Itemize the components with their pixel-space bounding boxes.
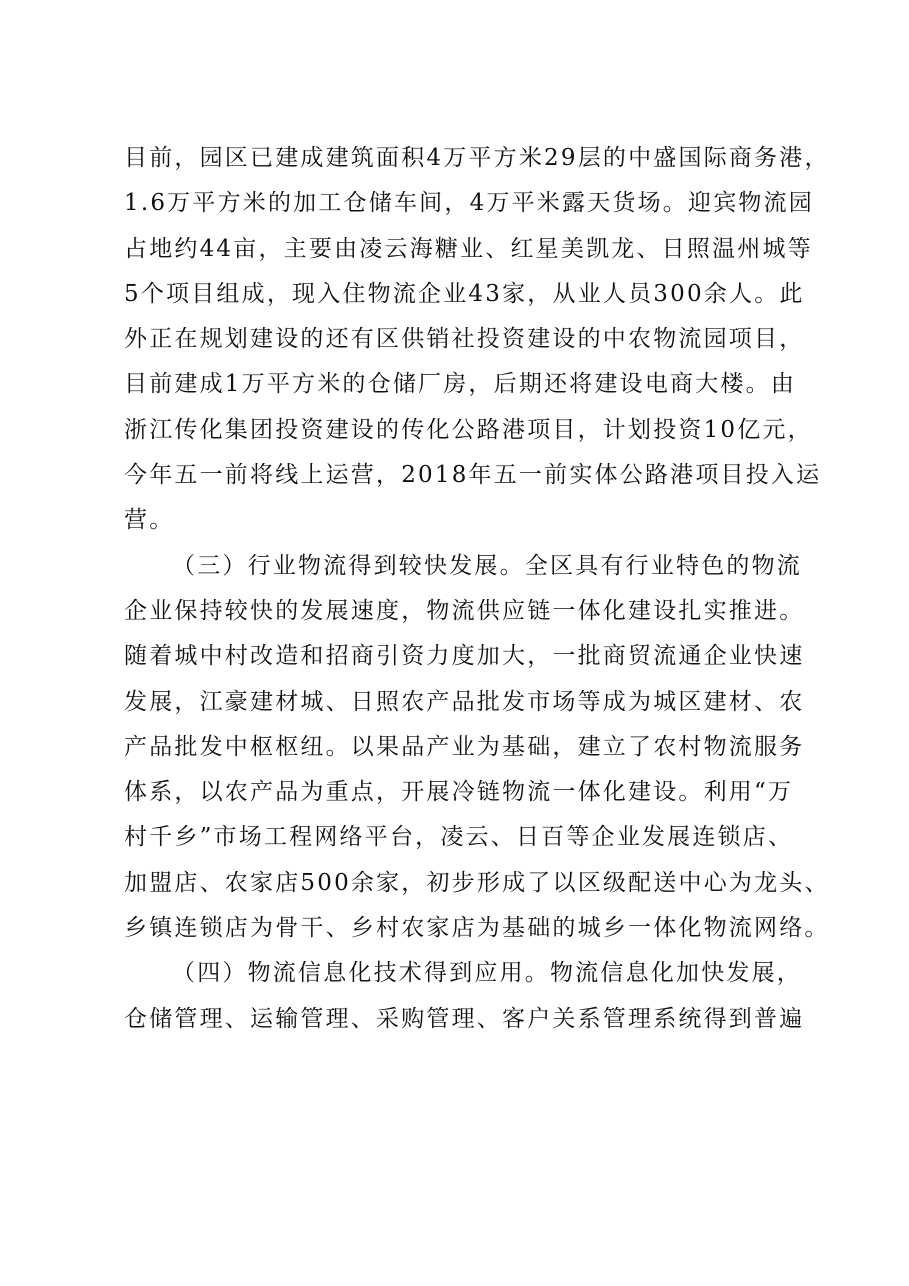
paragraph-line: 目前，园区已建成建筑面积4万平方米29层的中盛国际商务港， — [124, 145, 830, 171]
paragraph-line: 外正在规划建设的还有区供销社投资建设的中农物流园项目， — [124, 326, 805, 353]
paragraph-line: 1.6万平方米的加工仓储车间，4万平米露天货场。迎宾物流园 — [124, 190, 815, 217]
paragraph-line: 乡镇连锁店为骨干、乡村农家店为基础的城乡一体化物流网络。 — [124, 915, 830, 942]
paragraph-line: 浙江传化集团投资建设的传化公路港项目，计划投资10亿元， — [124, 416, 813, 443]
paragraph-line: 产品批发中枢枢纽。以果品产业为基础，建立了农村物流服务 — [124, 733, 805, 760]
paragraph-line: 体系，以农产品为重点，开展冷链物流一体化建设。利用“万 — [124, 779, 794, 806]
paragraph-line: 仓储管理、运输管理、采购管理、客户关系管理系统得到普遍 — [124, 1005, 805, 1032]
paragraph-line: 村千乡”市场工程网络平台，凌云、日百等企业发展连锁店、 — [124, 824, 794, 851]
section-heading-line: （四）物流信息化技术得到应用。物流信息化加快发展， — [172, 960, 802, 987]
paragraph-line: 发展，江豪建材城、日照农产品批发市场等成为城区建材、农 — [124, 688, 805, 715]
paragraph-line: 营。 — [124, 507, 175, 534]
paragraph-line: 企业保持较快的发展速度，物流供应链一体化建设扎实推进。 — [124, 597, 805, 624]
paragraph-line: 随着城中村改造和招商引资力度加大，一批商贸流通企业快速 — [124, 643, 805, 670]
paragraph-line: 占地约44亩，主要由凌云海糖业、红星美凯龙、日照温州城等 — [124, 235, 813, 262]
paragraph-line: 5个项目组成，现入住物流企业43家，从业人员300余人。此 — [124, 280, 805, 307]
document-body — [124, 136, 830, 1042]
paragraph-line: 加盟店、农家店500余家，初步形成了以区级配送中心为龙头、 — [124, 869, 830, 896]
paragraph-line: 今年五一前将线上运营，2018年五一前实体公路港项目投入运 — [124, 462, 822, 489]
paragraph-line: 目前建成1万平方米的仓储厂房，后期还将建设电商大楼。由 — [124, 371, 797, 398]
section-heading-line: （三）行业物流得到较快发展。全区具有行业特色的物流 — [172, 552, 802, 579]
